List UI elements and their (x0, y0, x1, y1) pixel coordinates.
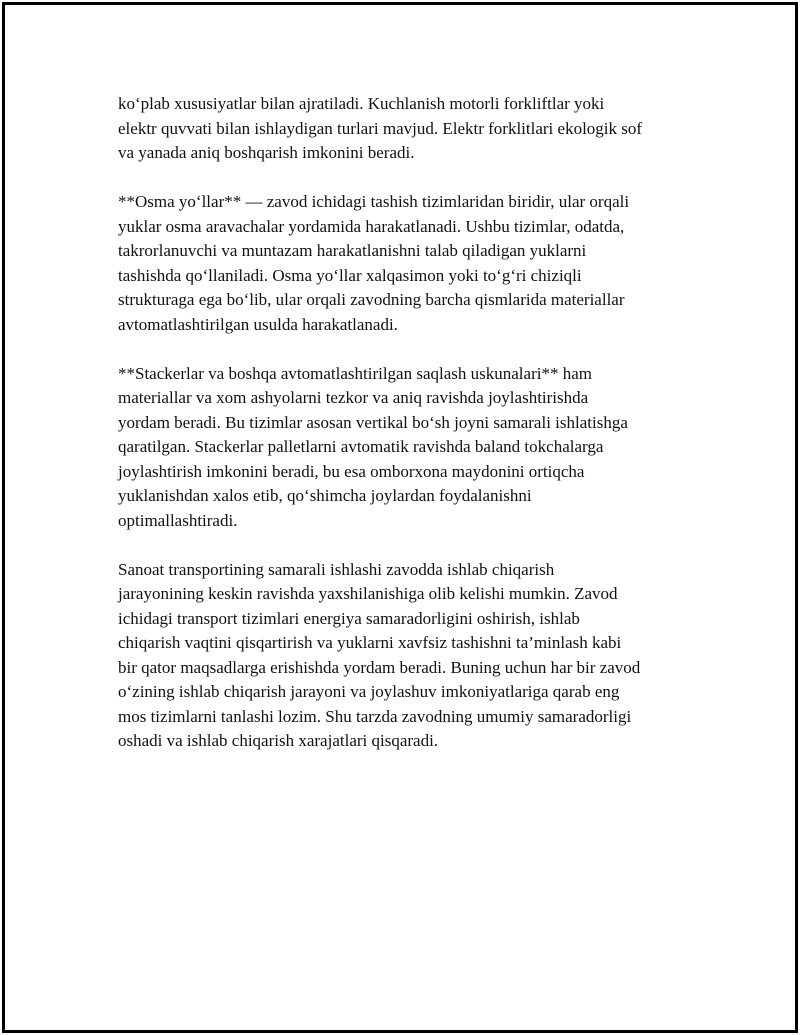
paragraph-forklifts: ko‘plab xususiyatlar bilan ajratiladi. Kuchlanish motorli forkliftlar yoki elektr quvvati bilan ishlaydigan turlari mavjud. Elektr forklitlari ekologik sof va yanada aniq boshqarish imkonini beradi. (118, 94, 643, 162)
paragraph-stackers: **Stackerlar va boshqa avtomatlashtirilgan saqlash uskunalari** ham materiallar va xom ashyolarni tezkor va aniq ravishda joylashtirishda yordam beradi. Bu tizimlar asosan vertikal bo‘sh joyni samarali ishlatishga qaratilgan. Stackerlar palletlarni avtomatik ravishda baland tokchalarga joylashtirish imkonini beradi, bu esa omborxona maydonini ortiqcha yuklanishdan xalos etib, qo‘shimcha joylardan foydalanishni optimallashtiradi. (118, 363, 628, 530)
paragraph-conclusion: Sanoat transportining samarali ishlashi zavodda ishlab chiqarish jarayonining keskin ravishda yaxshilanishiga olib kelishi mumkin. Zavod ichidagi transport tizimlari energiya samaradorligini oshirish, ishlab chiqarish vaqtini qisqartirish va yuklarni xavfsiz tashishni ta’minlash kabi bir qator maqsadlarga erishishda yordam beradi. Buning uchun har bir zavod o‘zining ishlab chiqarish jarayoni va joylashuv imkoniyatlariga qarab eng mos tizimlarni tanlashi lozim. Shu tarzda zavodning umumiy samaradorligi oshadi va ishlab chiqarish xarajatlari qisqaradi. (118, 559, 641, 750)
paragraph-overhead-rails: **Osma yo‘llar** — zavod ichidagi tashish tizimlaridan biridir, ular orqali yuklar osma aravachalar yordamida harakatlanadi. Ushbu tizimlar, odatda, takrorlanuvchi va muntazam harakatlanishni talab qiladigan yuklarni tashishda qo‘llaniladi. Osma yo‘llar xalqasimon yoki to‘g‘ri chiziqli strukturaga ega bo‘lib, ular orqali zavodning barcha qismlarida materiallar avtomatlashtirilgan usulda harakatlanadi. (118, 192, 630, 334)
document-body (118, 92, 698, 778)
